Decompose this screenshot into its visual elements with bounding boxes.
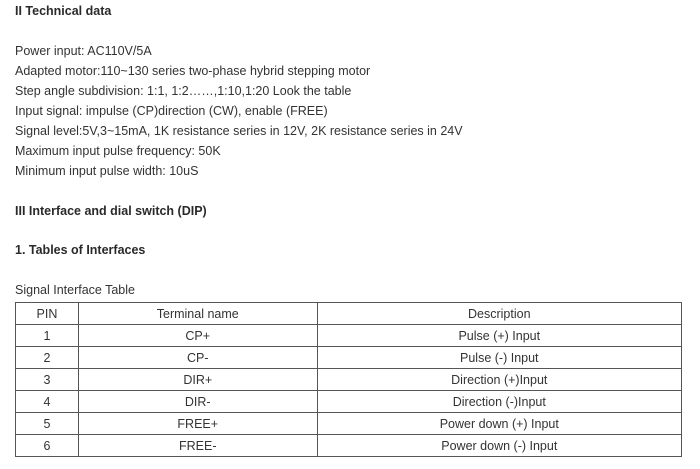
table-row bbox=[16, 347, 682, 369]
spec-min-pulse-width: Minimum input pulse width: 10uS bbox=[15, 164, 199, 178]
pin-cell: 6 bbox=[16, 435, 79, 457]
table-row bbox=[16, 325, 682, 347]
signal-interface-table bbox=[15, 302, 682, 457]
table-row bbox=[16, 413, 682, 435]
terminal-name-cell: CP- bbox=[78, 347, 317, 369]
pin-cell: 2 bbox=[16, 347, 79, 369]
terminal-name-cell: FREE- bbox=[78, 435, 317, 457]
pin-cell: 4 bbox=[16, 391, 79, 413]
spec-max-pulse-frequency: Maximum input pulse frequency: 50K bbox=[15, 144, 221, 158]
description-cell: Power down (+) Input bbox=[317, 413, 681, 435]
header-terminal-name: Terminal name bbox=[78, 303, 317, 325]
terminal-name-cell: FREE+ bbox=[78, 413, 317, 435]
spec-adapted-motor: Adapted motor:110~130 series two-phase hybrid stepping motor bbox=[15, 64, 371, 78]
terminal-name-cell: DIR+ bbox=[78, 369, 317, 391]
pin-cell: 5 bbox=[16, 413, 79, 435]
description-cell: Pulse (+) Input bbox=[317, 325, 681, 347]
pin-cell: 1 bbox=[16, 325, 79, 347]
table-row bbox=[16, 391, 682, 413]
description-cell: Power down (-) Input bbox=[317, 435, 681, 457]
pin-cell: 3 bbox=[16, 369, 79, 391]
spec-power-input: Power input: AC110V/5A bbox=[15, 44, 152, 58]
terminal-name-cell: CP+ bbox=[78, 325, 317, 347]
table-row bbox=[16, 369, 682, 391]
header-description: Description bbox=[317, 303, 681, 325]
tables-of-interfaces-heading: 1. Tables of Interfaces bbox=[15, 243, 146, 257]
description-cell: Direction (+)Input bbox=[317, 369, 681, 391]
interface-dip-heading: III Interface and dial switch (DIP) bbox=[15, 204, 207, 218]
table-caption: Signal Interface Table bbox=[15, 283, 135, 297]
technical-data-heading: II Technical data bbox=[15, 4, 112, 18]
spec-step-angle: Step angle subdivision: 1:1, 1:2……,1:10,1:20 Look the table bbox=[15, 84, 352, 98]
header-pin: PIN bbox=[16, 303, 79, 325]
spec-list bbox=[15, 41, 463, 181]
terminal-name-cell: DIR- bbox=[78, 391, 317, 413]
description-cell: Direction (-)Input bbox=[317, 391, 681, 413]
table-header-row bbox=[16, 303, 682, 325]
table-row bbox=[16, 435, 682, 457]
spec-signal-level: Signal level:5V,3~15mA, 1K resistance series in 12V, 2K resistance series in 24V bbox=[15, 124, 463, 138]
description-cell: Pulse (-) Input bbox=[317, 347, 681, 369]
spec-input-signal: Input signal: impulse (CP)direction (CW), enable (FREE) bbox=[15, 104, 328, 118]
